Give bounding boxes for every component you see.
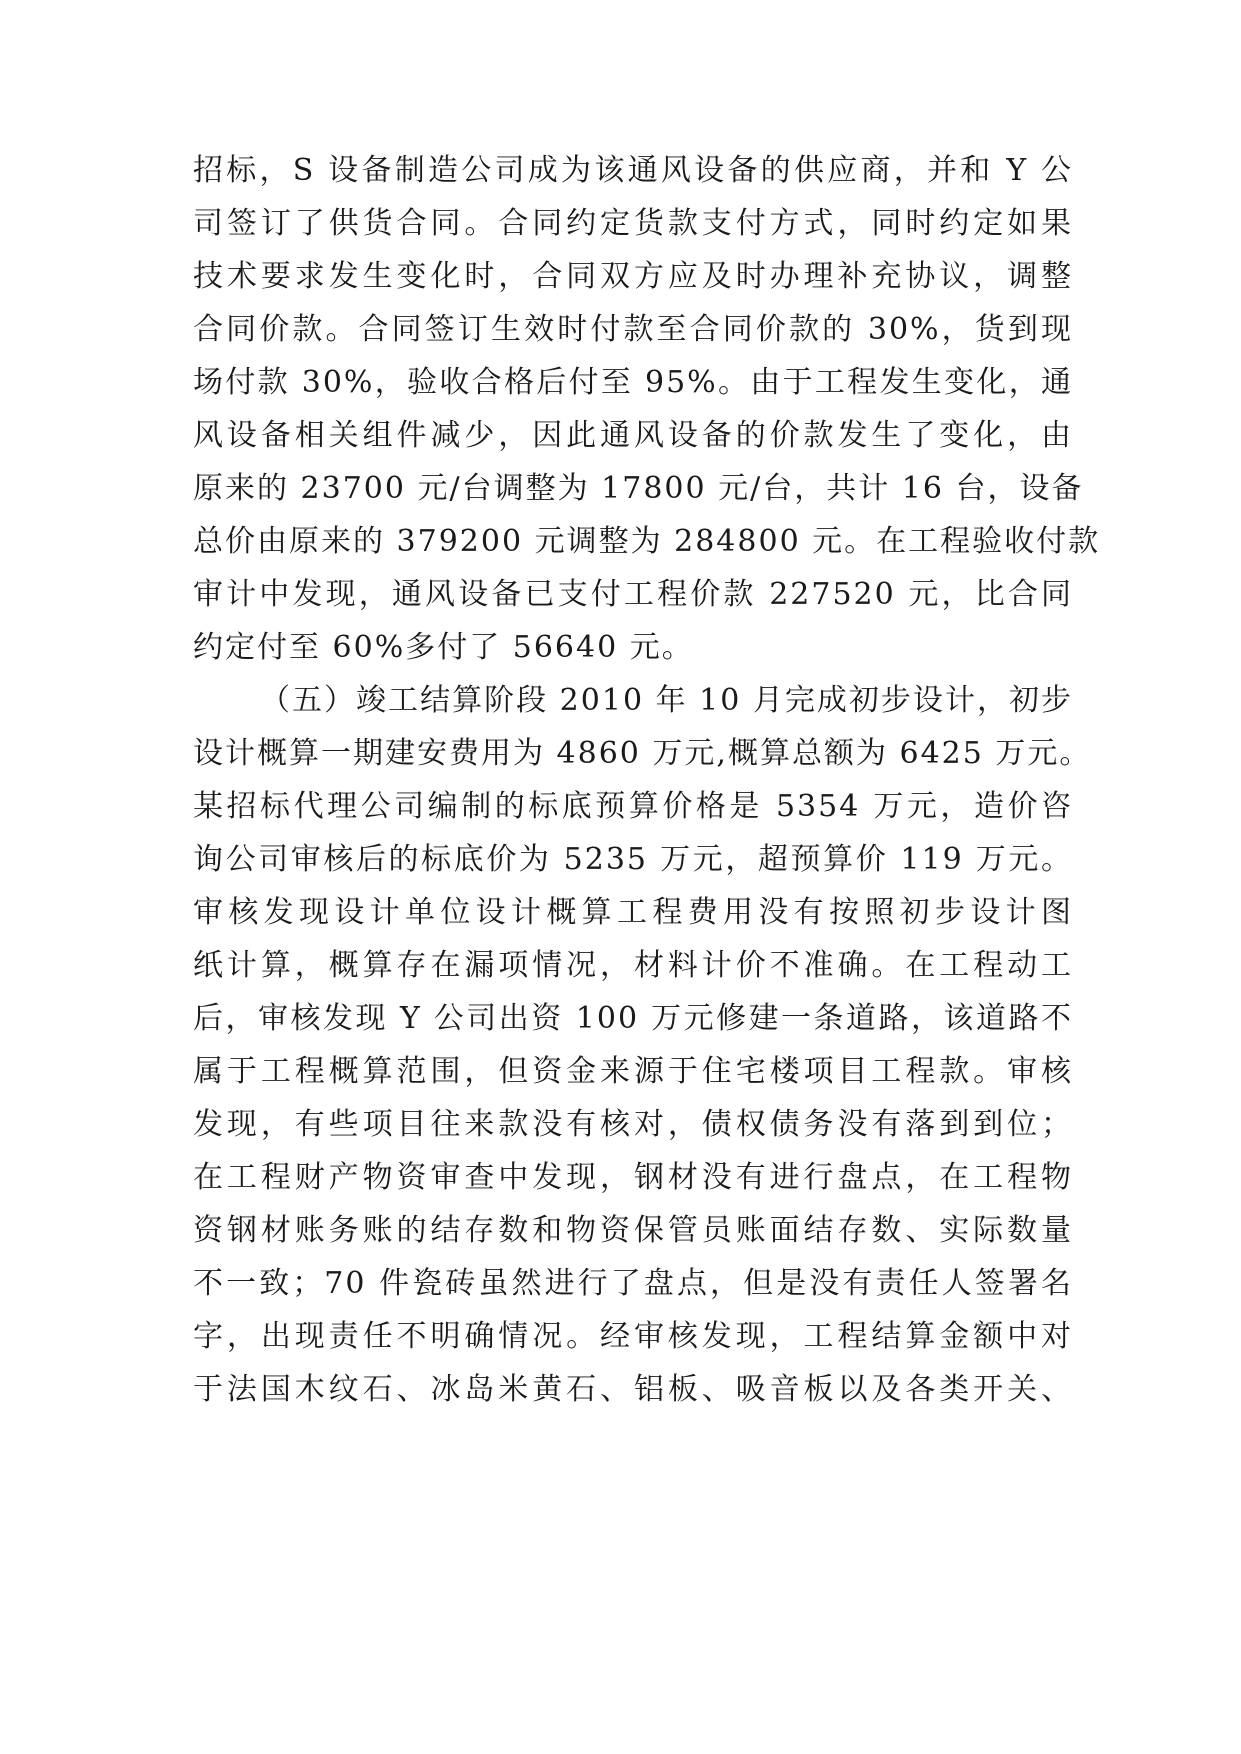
- text-line: 纸计算，概算存在漏项情况，材料计价不准确。在工程动工: [193, 948, 1073, 983]
- text-line: 场付款 30%，验收合格后付至 95%。由于工程发生变化，通: [193, 365, 1073, 400]
- text-line: （五）竣工结算阶段 2010 年 10 月完成初步设计，初步: [260, 683, 1073, 718]
- text-line: 属于工程概算范围，但资金来源于住宅楼项目工程款。审核: [193, 1054, 1073, 1089]
- text-line: 约定付至 60%多付了 56640 元。: [193, 630, 694, 665]
- text-line: 发现，有些项目往来款没有核对，债权债务没有落到到位；: [193, 1107, 1073, 1142]
- text-line: 设计概算一期建安费用为 4860 万元,概算总额为 6425 万元。: [193, 736, 1092, 771]
- text-line: 后，审核发现 Y 公司出资 100 万元修建一条道路，该道路不: [193, 1001, 1073, 1036]
- text-line: 合同价款。合同签订生效时付款至合同价款的 30%，货到现: [193, 312, 1073, 347]
- text-line: 审计中发现，通风设备已支付工程价款 227520 元，比合同: [193, 577, 1073, 612]
- text-line: 某招标代理公司编制的标底预算价格是 5354 万元，造价咨: [193, 789, 1073, 824]
- text-line: 招标，S 设备制造公司成为该通风设备的供应商，并和 Y 公: [193, 153, 1073, 188]
- text-line: 在工程财产物资审查中发现，钢材没有进行盘点，在工程物: [193, 1160, 1073, 1195]
- text-line: 不一致；70 件瓷砖虽然进行了盘点，但是没有责任人签署名: [193, 1266, 1073, 1301]
- text-line: 于法国木纹石、冰岛米黄石、铝板、吸音板以及各类开关、: [193, 1372, 1073, 1407]
- text-line: 风设备相关组件减少，因此通风设备的价款发生了变化，由: [193, 418, 1073, 453]
- text-line: 原来的 23700 元/台调整为 17800 元/台，共计 16 台，设备: [193, 471, 1084, 506]
- text-line: 司签订了供货合同。合同约定货款支付方式，同时约定如果: [193, 206, 1073, 241]
- text-line: 资钢材账务账的结存数和物资保管员账面结存数、实际数量: [193, 1213, 1073, 1248]
- text-line: 总价由原来的 379200 元调整为 284800 元。在工程验收付款: [193, 524, 1101, 559]
- text-line: 审核发现设计单位设计概算工程费用没有按照初步设计图: [193, 895, 1073, 930]
- text-line: 询公司审核后的标底价为 5235 万元，超预算价 119 万元。: [193, 842, 1073, 877]
- text-line: 技术要求发生变化时，合同双方应及时办理补充协议，调整: [193, 259, 1073, 294]
- text-line: 字，出现责任不明确情况。经审核发现，工程结算金额中对: [193, 1319, 1073, 1354]
